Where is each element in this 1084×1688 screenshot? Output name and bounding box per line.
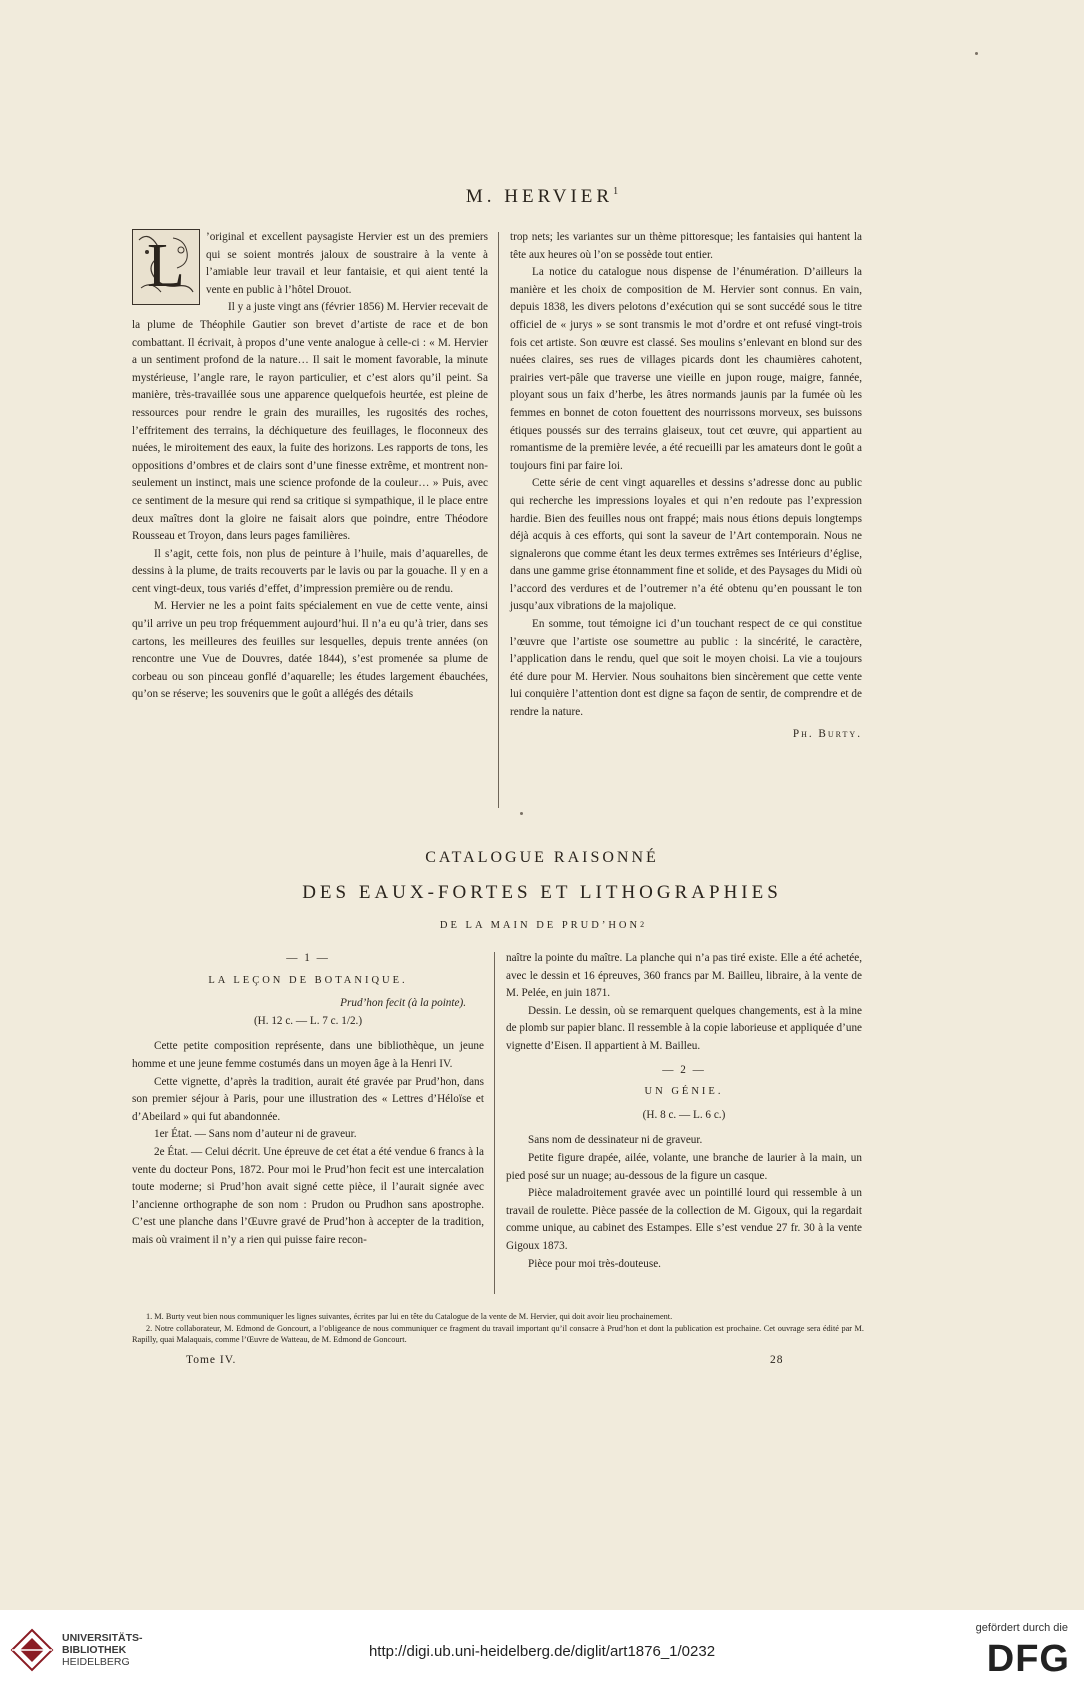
footnotes <box>132 1311 864 1346</box>
article-title <box>0 186 1084 208</box>
paragraph: naître la pointe du maître. La planche qui n’a pas tiré existe. Elle a été achetée, avec le dessin et 16 épreuves, 360 francs par M. Bailleu, libraire, à la vente de M. Pelée, en juin 1871. <box>506 952 862 1000</box>
library-name-line: BIBLIOTHEK <box>62 1644 127 1656</box>
library-name-line: HEIDELBERG <box>62 1656 130 1668</box>
catalogue-heading: CATALOGUE RAISONNÉ <box>425 849 659 866</box>
paragraph: Il s’agit, cette fois, non plus de peinture à l’huile, mais d’aquarelles, de dessins à la plume, de traits recouverts par le lavis ou par la gouache. Il y en a cent vingt-deux, tous variés d’effet, d’impression première ou de rendu. <box>132 547 488 595</box>
entry-number: — 1 — <box>286 952 330 964</box>
entry-number: — 2 — <box>662 1063 706 1076</box>
paragraph: Dessin. Le dessin, où se remarquent quelques changements, est à la mine de plomb sur papier blanc. Il ressemble à la copie laborieuse et appliquée d’une vignette d’Eisen. Il appartient à M. Bailleu. <box>506 1004 863 1052</box>
footnote: 1. M. Burty veut bien nous communiquer les lignes suivantes, écrites par lui en tête du Catalogue de la vente de M. Hervier, qui doit avoir lieu prochainement. <box>146 1312 673 1321</box>
entry-title: UN GÉNIE. <box>644 1086 724 1098</box>
funder-label: gefördert durch die <box>975 1622 1068 1634</box>
entry-signature: Prud’hon fecit (à la pointe). <box>340 997 466 1010</box>
column-rule <box>498 232 499 808</box>
catalogue-byline <box>0 920 1084 931</box>
author-signature: Ph. Burty. <box>792 727 862 740</box>
paragraph: Il y a juste vingt ans (février 1856) M. Hervier recevait de la plume de Théophile Gautier son brevet d’artiste de race et de bon combattant. Il écrivait, à propos d’une vente analogue à celle-ci : « M. Hervier a un sentiment profond de la nature… Il sait le moment favorable, la minute mystérieuse, l’angle rare, le rayon particulier, et c’est alors qu’il peint. Sa manière, très-travaillée sous une apparence quelquefois heurtée, est pleine de ressources pour rendre le grain des murailles, les rugosités des roches, l’effritement des terrains, la déchiqueture des feuillages, le floconneux des nuées, le miroitement des eaux, la fuite des horizons. Les rapports de tons, les oppositions d’ombres et de clairs sont d’une finesse extrême, et montrent non-seulement un instinct, mais une science profonde de la couleur… » Puis, avec ce sentiment de la mesure qui rend sa critique si sympathique, il le place entre deux maîtres dont la gloire ne faisait alors que poindre, entre Théodore Rousseau et Troyon, dans leurs pages familières. <box>132 301 488 543</box>
paragraph: Pièce pour moi très-douteuse. <box>528 1257 661 1270</box>
catalogue-column-1 <box>132 950 484 1250</box>
dropcap-letter: L <box>147 232 185 300</box>
library-name-line: UNIVERSITÄTS- <box>62 1632 143 1644</box>
article-column-2 <box>510 229 862 743</box>
paragraph: M. Hervier ne les a point faits spécialement en vue de cette vente, ainsi qu’il arrive un peu trop fréquemment aujourd’hui. Il n’a eu qu’à trier, dans ses cartons, les meilleures des feuilles sur lesquelles, depuis trente années (on rencontre une Vue de Douvres, datée 1844), s’est promenée sa plume de corbeau ou son pinceau gonflé d’aquarelle; les études largement ébauchées, qu’on se réserve; les souvenirs que le goût a allégés des détails <box>132 600 488 701</box>
paragraph: Petite figure drapée, ailée, volante, une branche de laurier à la main, un pied posé sur un nuage; au-dessous de la figure un casque. <box>506 1151 862 1182</box>
article-title-text: M. HERVIER <box>465 186 614 207</box>
paragraph: ’original et excellent paysagiste Hervier est un des premiers qui se soient montrés jaloux de soustraire à la vente à l’amiable leur travail et leur fantaisie, et qui aient tenté la vente en public à l’hôtel Drouot. <box>206 231 488 296</box>
catalogue-subheading: DES EAUX-FORTES ET LITHOGRAPHIES <box>302 882 782 903</box>
paragraph: La notice du catalogue nous dispense de l’énumération. D’ailleurs la manière et les choix de composition de M. Hervier sont connus. En vain, depuis 1838, les divers pelotons d’exécution qui se sont succédé sous le titre officiel de « jurys » se sont transmis le mot d’ordre et ont refusé vingt-trois fois cet artiste. Son œuvre est classé. Ses moulins s’enlevant en blond sur des nuées claires, ses rues de villages picards dont les chaumières cahotent, prairies vert-pâle que traverse une vieille en jupon rouge, maigre, fannée, ployant sous un faix d’herbe, les âtres normands jaunis par la fumée où les femmes en bonnet de coton fouettent des nourrissons morveux, ses buissons étiques poussés sur des terrains glaiseux, tout cet œuvre, qui appartient au romantisme de la première levée, a été recueilli par les amateurs dont le goût a toujours fini par faire loi. <box>510 266 862 472</box>
footnote: 2. Notre collaborateur, M. Edmond de Goncourt, a l’obligeance de nous communiquer ce fragment du travail important qu’il consacre à Prud’hon et dont la publication est prochaine. Cet ouvrage sera édité par M. Rapilly, quai Malaquais, comme l’Œuvre de Watteau, de M. Edmond de Goncourt. <box>132 1323 864 1345</box>
page-number: 28 <box>770 1354 784 1366</box>
speck <box>975 52 978 55</box>
article-column-1 <box>132 229 488 704</box>
paragraph: Cette série de cent vingt aquarelles et dessins s’adresse donc au public qui recherche les impressions loyales et qui n’en redoute pas l’expression hardie. Bien des feuilles nous ont frappé; mais nous étions depuis longtemps déjà acquis à ces efforts, qui sont la saveur de l’Art contemporain. Nous ne signalerons que comme étant les deux termes extrêmes ses Intérieurs d’église, dans une gamme grise étonnamment fine et solide, et des Paysages du Midi où l’accord des verdures et de l’outremer n’a été obtenu qu’en poussant le ton jusqu’aux vibrations de la majolique. <box>510 477 862 613</box>
footnote-ref-1: 1 <box>613 186 619 197</box>
paragraph: En somme, tout témoigne ici d’un touchant respect de ce qui constitue l’œuvre que l’artiste ose soumettre au public : la sincérité, le caractère, l’application dans le rendu, quel que soit le moyen choisi. La vie a toujours été dure pour M. Hervier. Nous souhaitons bien sincèrement que cette vente lui conquière l’attention dont est digne sa façon de sentir, de comprendre et de rendre la nature. <box>510 618 862 719</box>
dfg-logo[interactable]: DFG <box>986 1638 1070 1680</box>
footnote-ref-2: 2 <box>640 920 645 929</box>
volume-label: Tome IV. <box>186 1354 237 1366</box>
entry-dimensions: (H. 12 c. — L. 7 c. 1/2.) <box>253 1014 363 1027</box>
paragraph: Cette vignette, d’après la tradition, aurait été gravée par Prud’hon, dans son premier séjour à Paris, pour une illustration des « Lettres d’Héloïse et d’Abeilard » qui fut abandonnée. <box>132 1075 484 1123</box>
catalogue-byline-text: DE LA MAIN DE PRUD’HON <box>439 920 641 931</box>
catalogue-column-2 <box>506 950 862 1273</box>
viewer-footer-bar <box>0 1610 1084 1688</box>
dropcap-ornament <box>132 229 200 305</box>
paragraph: Cette petite composition représente, dans une bibliothèque, un jeune homme et une jeune femme costumés dans un moyen âge à la Henri IV. <box>132 1040 484 1070</box>
paragraph: Pièce maladroitement gravée avec un pointillé lourd qui ressemble à un travail de roulette. Pièce passée de la collection de M. Gigoux, qui la regardait comme unique, au cabinet des Estampes. Elle s’est vendue 27 fr. 30 à la vente Gigoux 1873. <box>506 1187 862 1252</box>
paragraph: Sans nom de dessinateur ni de graveur. <box>528 1134 703 1147</box>
entry-dimensions: (H. 8 c. — L. 6 c.) <box>642 1108 726 1121</box>
column-rule <box>494 952 495 1294</box>
paragraph: trop nets; les variantes sur un thème pittoresque; les fantaisies qui hantent la tête aux heures où l’on se possède tout entier. <box>510 231 862 261</box>
paragraph: 1er État. — Sans nom d’auteur ni de graveur. <box>154 1128 357 1141</box>
paragraph: 2e État. — Celui décrit. Une épreuve de cet état a été vendue 6 francs à la vente du docteur Pons, 1872. Pour moi le Prud’hon fecit est une intercalation toute moderne; si Prud’hon avait signé cette pièce, il l’aurait signée avec l’ancienne orthographe de son nom : Prudon ou Prudhon sans apostrophe. C’est une planche dans l’Œuvre gravé de Prud’hon à accepter de la tradition, mais où vraiment il n’y a rien qui puisse faire recon- <box>132 1145 484 1246</box>
speck <box>520 812 523 815</box>
permalink-url[interactable]: http://digi.ub.uni-heidelberg.de/diglit/art1876_1/0232 <box>368 1643 716 1660</box>
entry-title: LA LEÇON DE BOTANIQUE. <box>208 974 408 986</box>
